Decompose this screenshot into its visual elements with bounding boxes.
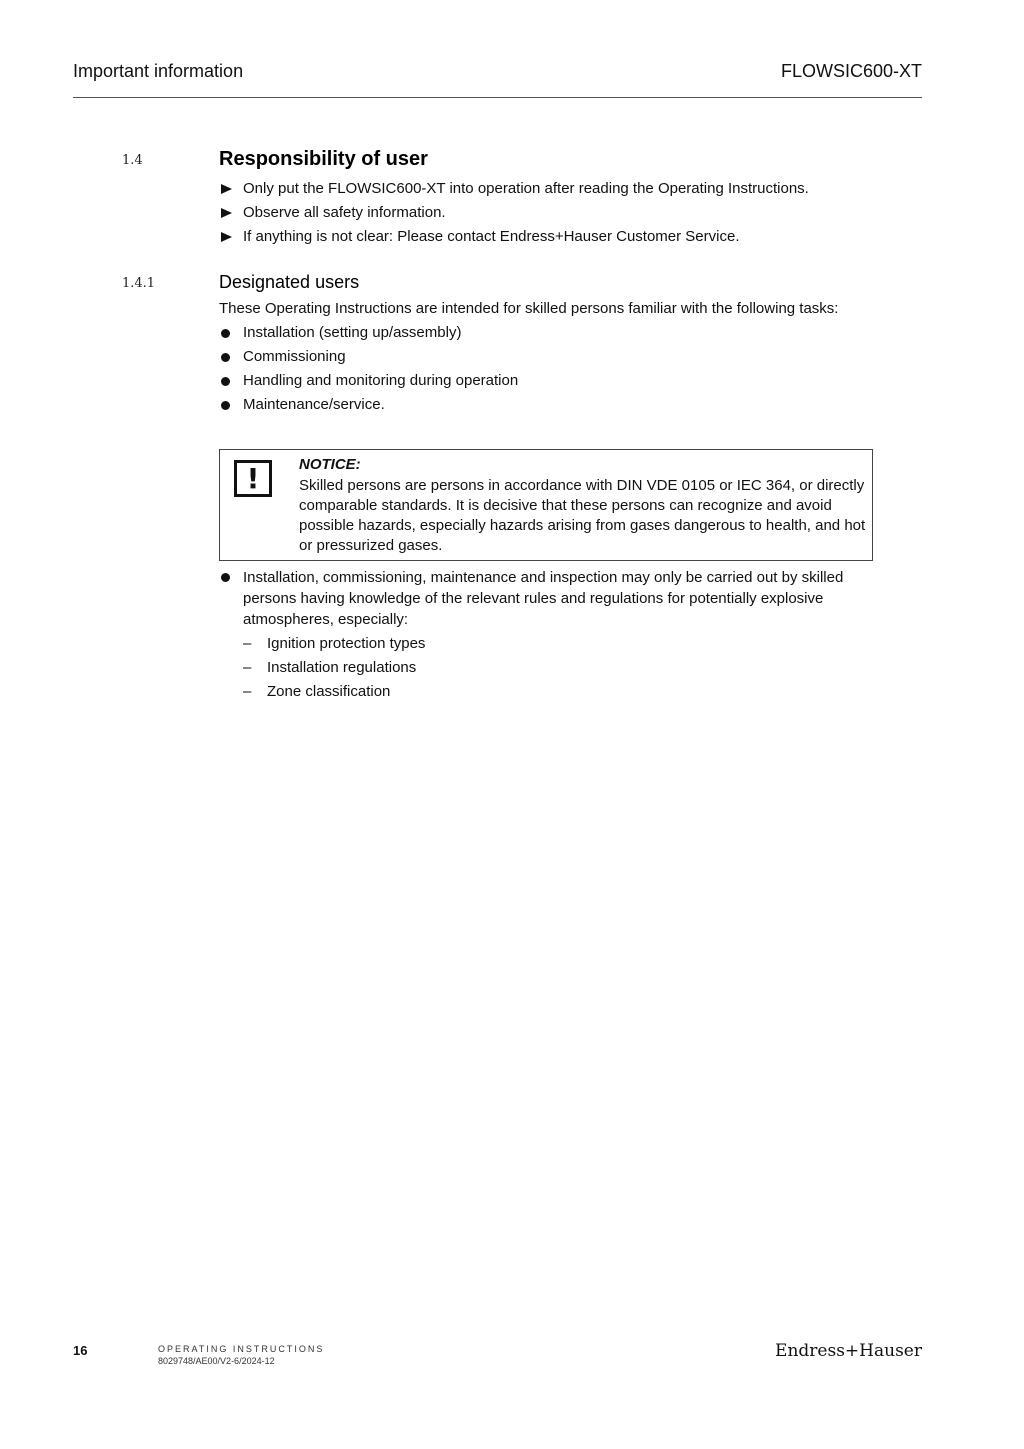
exclamation-icon: !	[234, 460, 272, 497]
action-item	[219, 225, 879, 249]
action-item-text: Observe all safety information.	[243, 204, 446, 221]
bullet-icon	[221, 573, 230, 582]
arrow-bullet-icon	[221, 232, 232, 242]
list-item	[219, 567, 871, 630]
notice-text: Skilled persons are persons in accordance with DIN VDE 0105 or IEC 364, or directly comparable standards. It is decisive that these persons can recognize and avoid possible hazards, especially hazards arising from gases dangerous to health, and hot or pressurized gases.	[299, 477, 866, 554]
action-item	[219, 201, 879, 225]
dash-bullet: –	[243, 683, 252, 700]
action-list	[219, 177, 879, 249]
brand-logo: Endress+Hauser	[775, 1341, 922, 1361]
sub-list-item-text: Installation regulations	[267, 659, 417, 676]
header-product-name: FLOWSIC600-XT	[780, 61, 922, 81]
ex-requirements	[219, 567, 871, 704]
header-chapter-title: Important information	[73, 61, 244, 81]
section-number: 1.4	[122, 153, 143, 168]
bullet-icon	[221, 401, 230, 410]
list-item-text: Maintenance/service.	[243, 396, 385, 413]
list-item-text: Installation, commissioning, maintenance and inspection may only be carried out by skilled persons having knowledge of the relevant rules and regulations for potentially explosive atmospheres, especially:	[243, 569, 844, 628]
list-item	[219, 369, 879, 393]
notice-box	[219, 449, 873, 561]
sub-list-item-text: Zone classification	[267, 683, 391, 700]
action-item-text: Only put the FLOWSIC600-XT into operation after reading the Operating Instructions.	[243, 180, 809, 197]
sub-list-item	[219, 632, 871, 656]
subsection-title: Designated users	[219, 272, 360, 292]
list-item	[219, 345, 879, 369]
intro-paragraph: These Operating Instructions are intended for skilled persons familiar with the following tasks:	[219, 300, 839, 317]
document-number: 8029748/AE00/V2-6/2024-12	[158, 1356, 275, 1366]
list-item	[219, 393, 879, 417]
list-item-text: Commissioning	[243, 348, 346, 365]
arrow-bullet-icon	[221, 208, 232, 218]
sub-list-item-text: Ignition protection types	[267, 635, 426, 652]
sub-list-item	[219, 680, 871, 704]
bullet-icon	[221, 353, 230, 362]
section-title: Responsibility of user	[219, 148, 428, 170]
subsection-number: 1.4.1	[122, 276, 156, 291]
list-item-text: Installation (setting up/assembly)	[243, 324, 462, 341]
header-divider	[73, 97, 922, 98]
list-item-text: Handling and monitoring during operation	[243, 372, 519, 389]
action-item-text: If anything is not clear: Please contact Endress+Hauser Customer Service.	[243, 228, 740, 245]
page-number: 16	[73, 1343, 88, 1358]
action-item	[219, 177, 879, 201]
notice-title: NOTICE:	[299, 456, 361, 473]
arrow-bullet-icon	[221, 184, 232, 194]
list-item	[219, 321, 879, 345]
dash-bullet: –	[243, 635, 252, 652]
designated-users-body	[219, 297, 879, 417]
sub-list-item	[219, 656, 871, 680]
document-type: OPERATING INSTRUCTIONS	[158, 1344, 325, 1354]
bullet-icon	[221, 329, 230, 338]
bullet-icon	[221, 377, 230, 386]
dash-bullet: –	[243, 659, 252, 676]
